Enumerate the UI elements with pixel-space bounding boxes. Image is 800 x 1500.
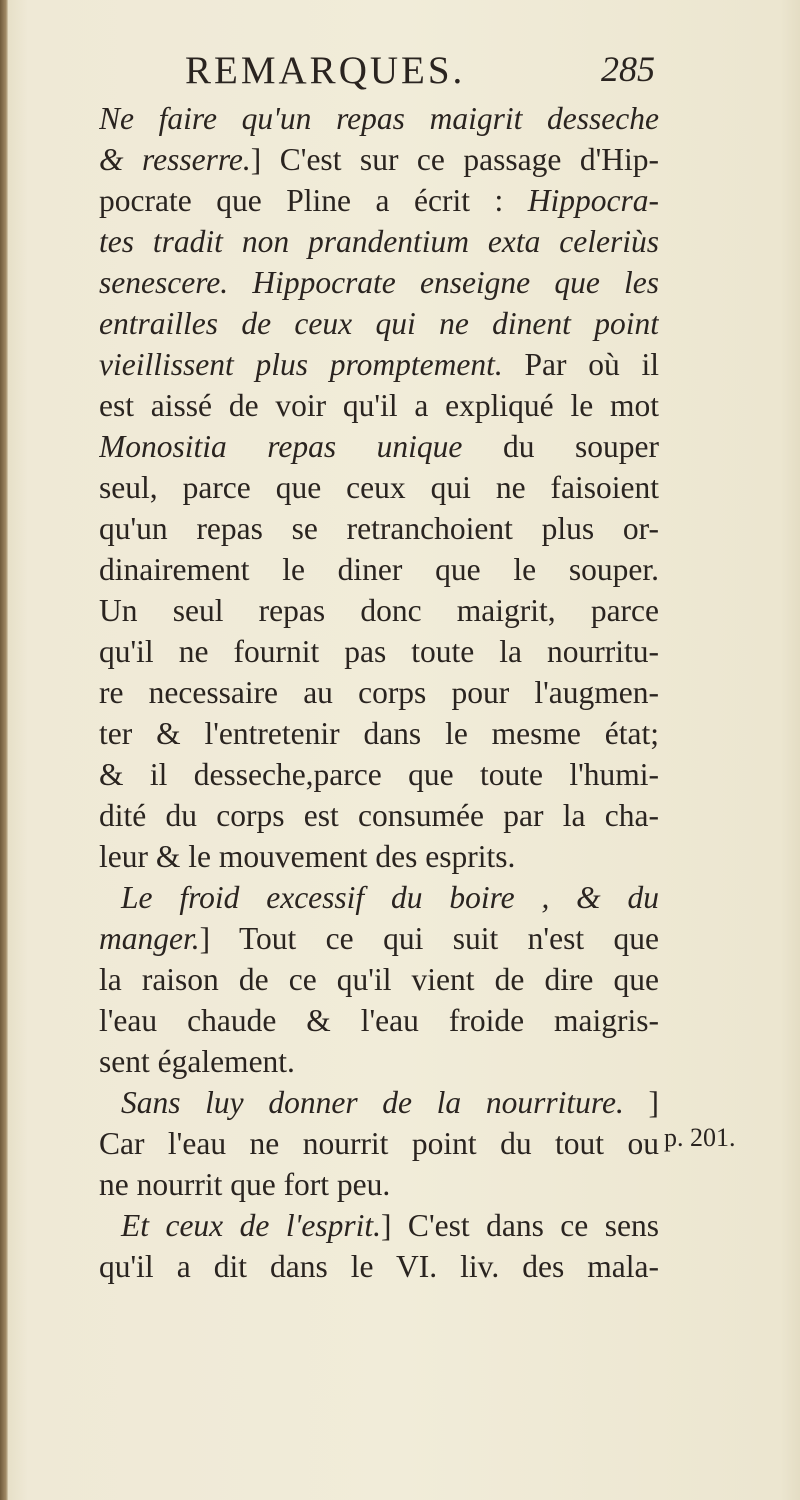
text-line <box>99 221 659 262</box>
text-run: qu'un repas se retranchoient plus or- <box>99 511 659 546</box>
text-line <box>99 672 659 713</box>
text-line <box>99 344 659 385</box>
text-line <box>99 1000 659 1041</box>
italic-run: manger. <box>99 921 200 956</box>
text-line <box>99 1246 659 1287</box>
text-run: seul, parce que ceux qui ne faisoient <box>99 470 659 505</box>
text-run: ne nourrit que fort peu. <box>99 1167 391 1202</box>
text-line <box>99 590 659 631</box>
italic-run: senescere. Hippocrate enseigne que les <box>99 265 659 300</box>
italic-run: tes tradit non prandentium exta celeriùs <box>99 224 659 259</box>
italic-run: & resserre. <box>99 142 251 177</box>
text-run: qu'il a dit dans le VI. liv. des mala- <box>99 1249 659 1284</box>
page-binding-shadow <box>0 0 8 1500</box>
text-line <box>99 918 659 959</box>
text-line <box>99 139 659 180</box>
text-line <box>99 180 659 221</box>
text-line <box>99 467 659 508</box>
text-line <box>99 262 659 303</box>
text-run: sent également. <box>99 1044 295 1079</box>
text-line <box>99 385 659 426</box>
text-run: du souper <box>462 429 659 464</box>
text-run: ] Tout ce qui suit n'est que <box>199 921 659 956</box>
text-line <box>99 549 659 590</box>
text-line <box>99 631 659 672</box>
text-run: leur & le mouvement des esprits. <box>99 839 516 874</box>
text-run: est aissé de voir qu'il a expliqué le mot <box>99 388 659 423</box>
text-line <box>99 508 659 549</box>
text-run: re necessaire au corps pour l'augmen- <box>99 675 659 710</box>
margin-reference: p. 201. <box>664 1123 736 1152</box>
text-line <box>99 426 659 467</box>
italic-run: Et ceux de l'esprit. <box>121 1208 381 1243</box>
body-text <box>99 98 659 1287</box>
running-title: REMARQUES. <box>185 49 466 92</box>
text-run: dité du corps est consumée par la cha- <box>99 798 659 833</box>
page-number: 285 <box>601 49 655 89</box>
text-line <box>99 754 659 795</box>
text-line <box>99 959 659 1000</box>
text-run: ] C'est dans ce sens <box>380 1208 659 1243</box>
text-line <box>99 1123 659 1164</box>
italic-run: Monositia repas unique <box>99 429 463 464</box>
text-line <box>99 1205 659 1246</box>
text-line <box>99 98 659 139</box>
text-run: l'eau chaude & l'eau froide maigris- <box>99 1003 659 1038</box>
text-run: dinairement le diner que le souper. <box>99 552 659 587</box>
italic-run: vieillissent plus promptement. <box>99 347 503 382</box>
text-line <box>99 1041 659 1082</box>
text-line <box>99 795 659 836</box>
italic-run: Le froid excessif du boire , & du <box>121 880 659 915</box>
italic-run: Sans luy donner de la nourriture. <box>121 1085 624 1120</box>
text-line <box>99 836 659 877</box>
text-run: Par où il <box>502 347 659 382</box>
text-run: ] <box>623 1085 659 1120</box>
text-run: Car l'eau ne nourrit point du tout ou <box>99 1126 659 1161</box>
text-run: Un seul repas donc maigrit, parce <box>99 593 659 628</box>
italic-run: entrailles de ceux qui ne dinent point <box>99 306 659 341</box>
text-run: ] C'est sur ce passage d'Hip- <box>250 142 659 177</box>
text-line <box>99 877 659 918</box>
text-run: la raison de ce qu'il vient de dire que <box>99 962 659 997</box>
page-header <box>185 48 655 96</box>
italic-run: Ne faire qu'un repas maigrit desseche <box>99 101 659 136</box>
italic-run: Hippocra- <box>527 183 659 218</box>
text-line <box>99 713 659 754</box>
text-run: & il desseche,parce que toute l'humi- <box>99 757 659 792</box>
text-line <box>99 303 659 344</box>
text-run: qu'il ne fournit pas toute la nourritu- <box>99 634 659 669</box>
text-line <box>99 1082 659 1123</box>
text-run: pocrate que Pline a écrit : <box>99 183 528 218</box>
text-run: ter & l'entretenir dans le mesme état; <box>99 716 659 751</box>
text-line <box>99 1164 659 1205</box>
